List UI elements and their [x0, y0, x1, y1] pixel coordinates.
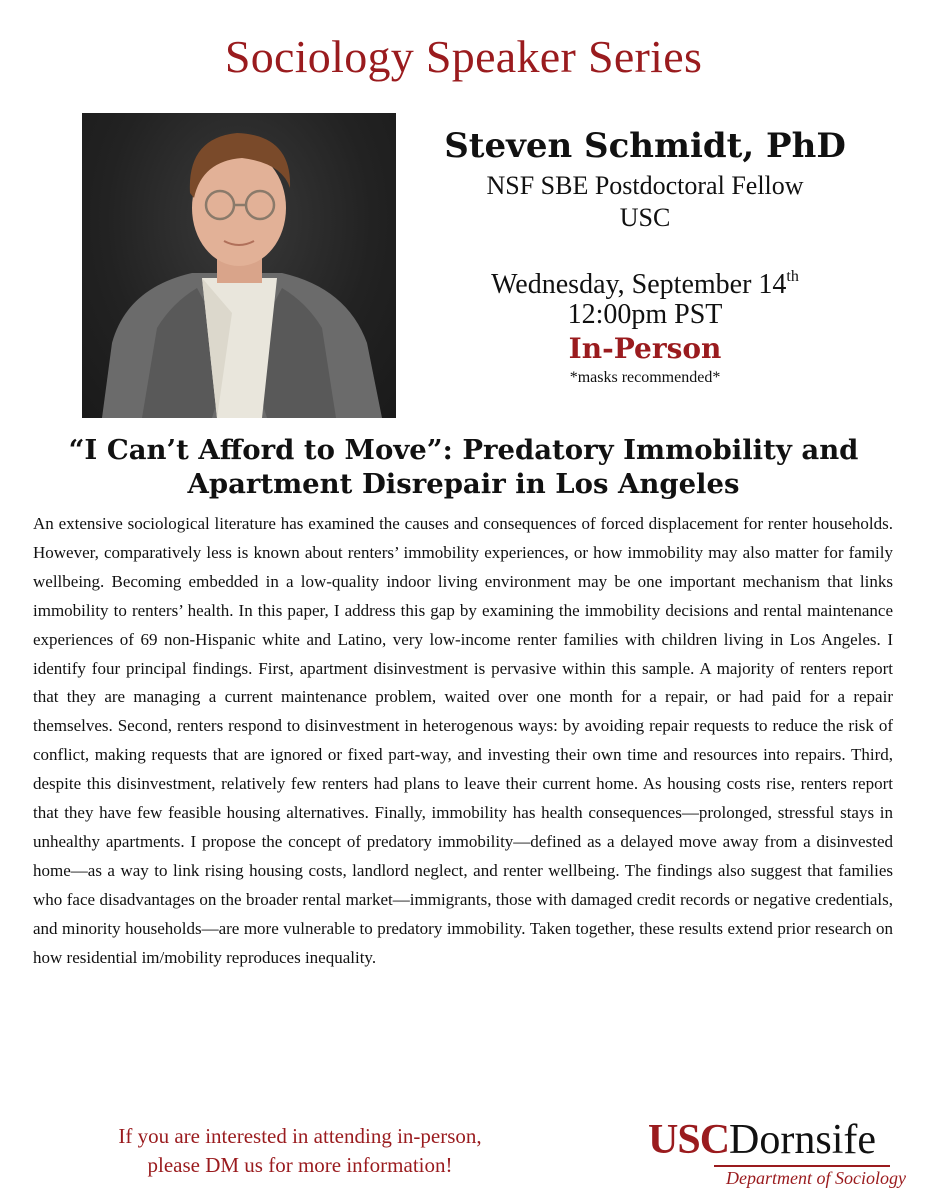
logo-department: Department of Sociology [726, 1168, 906, 1188]
speaker-name: Steven Schmidt, PhD [444, 126, 846, 166]
talk-title: “I Can’t Afford to Move”: Predatory Immobility and Apartment Disrepair in Los Angeles [68, 434, 859, 500]
event-date: Wednesday, September 14 [491, 269, 787, 300]
speaker-role: NSF SBE Postdoctoral Fellow [486, 171, 804, 200]
speaker-org: USC [619, 203, 671, 232]
logo-wordmark [648, 1118, 898, 1162]
event-date-suffix: th [786, 268, 799, 285]
speaker-photo [82, 113, 396, 418]
talk-abstract: An extensive sociological literature has examined the causes and consequences of forced displacement for renter households. However, comparatively less is known about renters’ immobility experiences, or how immobility may also matter for family wellbeing. Becoming embedded in a low-quality indoor living environment may be one important mechanism that links immobility to renters’ health. In this paper, I address this gap by examining the immobility decisions and rental maintenance experiences of 69 non-Hispanic white and Latino, very low-income renter families with children living in Los Angeles. I identify four principal findings. First, apartment disinvestment is pervasive within this sample. A majority of renters report that they are managing a current maintenance problem, waited over one month for a repair, or had paid for a repair themselves. Second, renters respond to disinvestment in heterogenous ways: by avoiding repair requests to reduce the risk of conflict, making requests that are ignored or fixed part-way, and investing their own time and resources into repairs. Third, despite this disinvestment, relatively few renters had plans to leave their current home. As housing costs rise, renters report that they have few feasible housing alternatives. Finally, immobility has health consequences—prolonged, stressful stays in unhealthy apartments. I propose the concept of predatory immobility—defined as a delayed move away from a disinvested home—as a way to link rising housing costs, landlord neglect, and renter wellbeing. The findings also suggest that families who face disadvantages on the broader rental market—immigrants, those with damaged credit records or negative credentials, and minority households—are more vulnerable to predatory immobility. Taken together, these results extend prior research on how residential im/mobility reproduces inequality. [33, 514, 893, 967]
event-time: 12:00pm PST [567, 299, 723, 330]
logo-dornsife: Dornsife [729, 1117, 876, 1163]
event-date-line [430, 262, 860, 300]
call-to-action [60, 1122, 540, 1180]
cta-line-2: please DM us for more information! [147, 1153, 453, 1177]
speaker-info [430, 122, 860, 388]
logo-usc: USC [648, 1117, 730, 1163]
event-format: In-Person [568, 332, 722, 365]
usc-dornsife-logo [648, 1117, 906, 1188]
speaker-portrait-icon [82, 113, 396, 418]
logo-rule [714, 1165, 890, 1167]
mask-note: *masks recommended* [569, 369, 721, 386]
cta-line-1: If you are interested in attending in-person, [118, 1124, 482, 1148]
series-title: Sociology Speaker Series [224, 31, 703, 82]
